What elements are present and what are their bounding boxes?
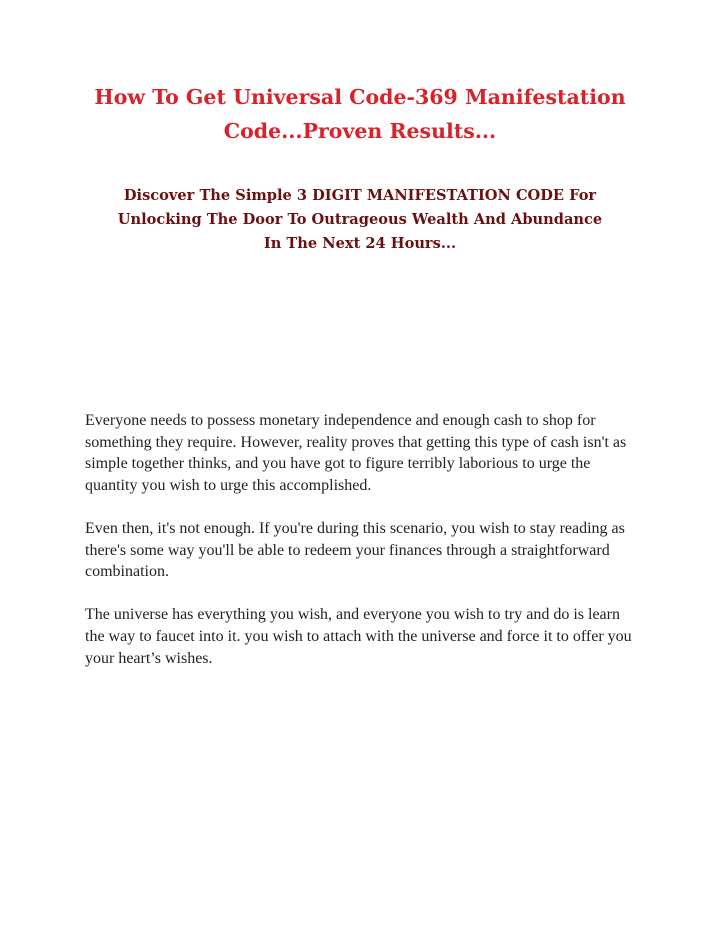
body-paragraph: Even then, it's not enough. If you're during this scenario, you wish to stay reading as there's some way you'll be able to redeem your finances through a straightforward combination. <box>85 519 625 581</box>
document-body <box>85 410 640 691</box>
document-title: How To Get Universal Code-369 Manifestation Code...Proven Results... <box>94 85 626 143</box>
document-subtitle: Discover The Simple 3 DIGIT MANIFESTATION CODE For Unlocking The Door To Outrageous Wealth And Abundance In The Next 24 Hours... <box>117 187 603 252</box>
body-paragraph: Everyone needs to possess monetary independence and enough cash to shop for something they require. However, reality proves that getting this type of cash isn't as simple together thinks, and you have got to figure terribly laborious to urge the quantity you wish to urge this accomplished. <box>85 412 627 494</box>
body-paragraph: The universe has everything you wish, and everyone you wish to try and do is learn the way to faucet into it. you wish to attach with the universe and force it to offer you your heart’s wishes. <box>85 606 632 667</box>
